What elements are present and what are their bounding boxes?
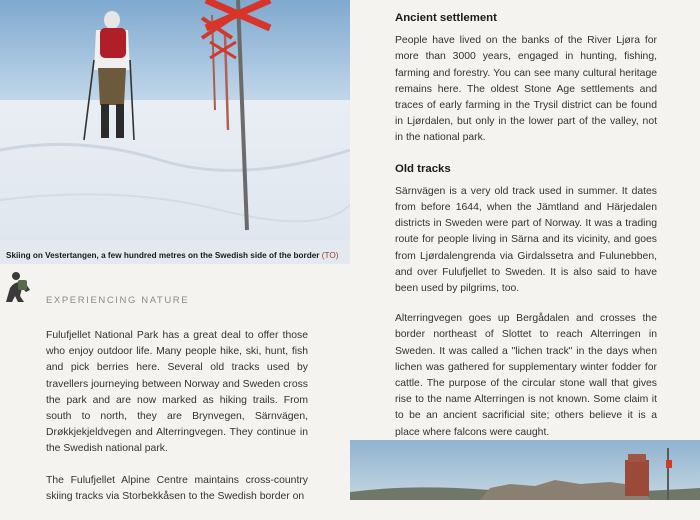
skiing-photo bbox=[0, 0, 350, 264]
paragraph-alterringvegen: Alterringvegen goes up Bergådalen and crosses the border northeast of Slottet to reach Alterringen in Sweden. It was called a "lichen track" in the days when lichen was gathered for supplementary winter fodder for cattle. The purpose of the circular stone wall that gives rise to the name Alterringen is not known. Some claim it to be an ancient sacrificial site; others believe it is a place where falcons were caught. bbox=[395, 313, 657, 438]
paragraph-sarnvagen: Särnvägen is a very old track used in summer. It dates from before 1644, when the Jämtland and Härjedalen districts in Sweden were part of Norway. It was a trading route for people living in Särna and its vicinity, and goes from Ljørdalengrenda via Girdalssetra and Fulunebben, and over Fulufjellet to Sweden. It is also said to have been used by pilgrims, too. bbox=[395, 185, 657, 295]
right-column bbox=[395, 10, 657, 447]
left-paragraph-1: Fulufjellet National Park has a great deal to offer those who enjoy outdoor life. Many people hike, ski, hunt, fish and pick berries here. Several old tracks used by travellers journeying between Norway and Sweden cross the park and are now marked as hiking trails. From south to north, they are Brynvegen, Särnvägen, Drøkkjekjeldvegen and Alterringvegen. They continue in the Swedish national park. bbox=[46, 330, 308, 455]
landscape-photo-image bbox=[350, 440, 700, 500]
heading-old-tracks: Old tracks bbox=[395, 162, 451, 175]
hiker-icon bbox=[0, 268, 34, 304]
section-label: EXPERIENCING NATURE bbox=[46, 295, 190, 306]
landscape-photo bbox=[350, 440, 700, 500]
caption-text: Skiing on Vestertangen, a few hundred metres on the Swedish side of the border bbox=[6, 251, 320, 260]
left-paragraph-2: The Fulufjellet Alpine Centre maintains cross-country skiing tracks via Storbekkåsen to the Swedish border on bbox=[46, 474, 308, 502]
paragraph-ancient-settlement: People have lived on the banks of the River Ljøra for more than 3000 years, engaged in hunting, fishing, farming and forestry. You can see many cultural heritage remains here. The oldest Stone Age settlements and traces of early farming in the Trysil district can be found in Ljørdalen, but only in the lower part of the valley, not in the national park. bbox=[395, 35, 657, 144]
skiing-photo-image bbox=[0, 0, 350, 264]
heading-ancient-settlement: Ancient settlement bbox=[395, 12, 497, 24]
caption-credit: (TO) bbox=[321, 251, 339, 260]
photo-caption bbox=[6, 251, 338, 260]
left-column bbox=[46, 328, 308, 520]
